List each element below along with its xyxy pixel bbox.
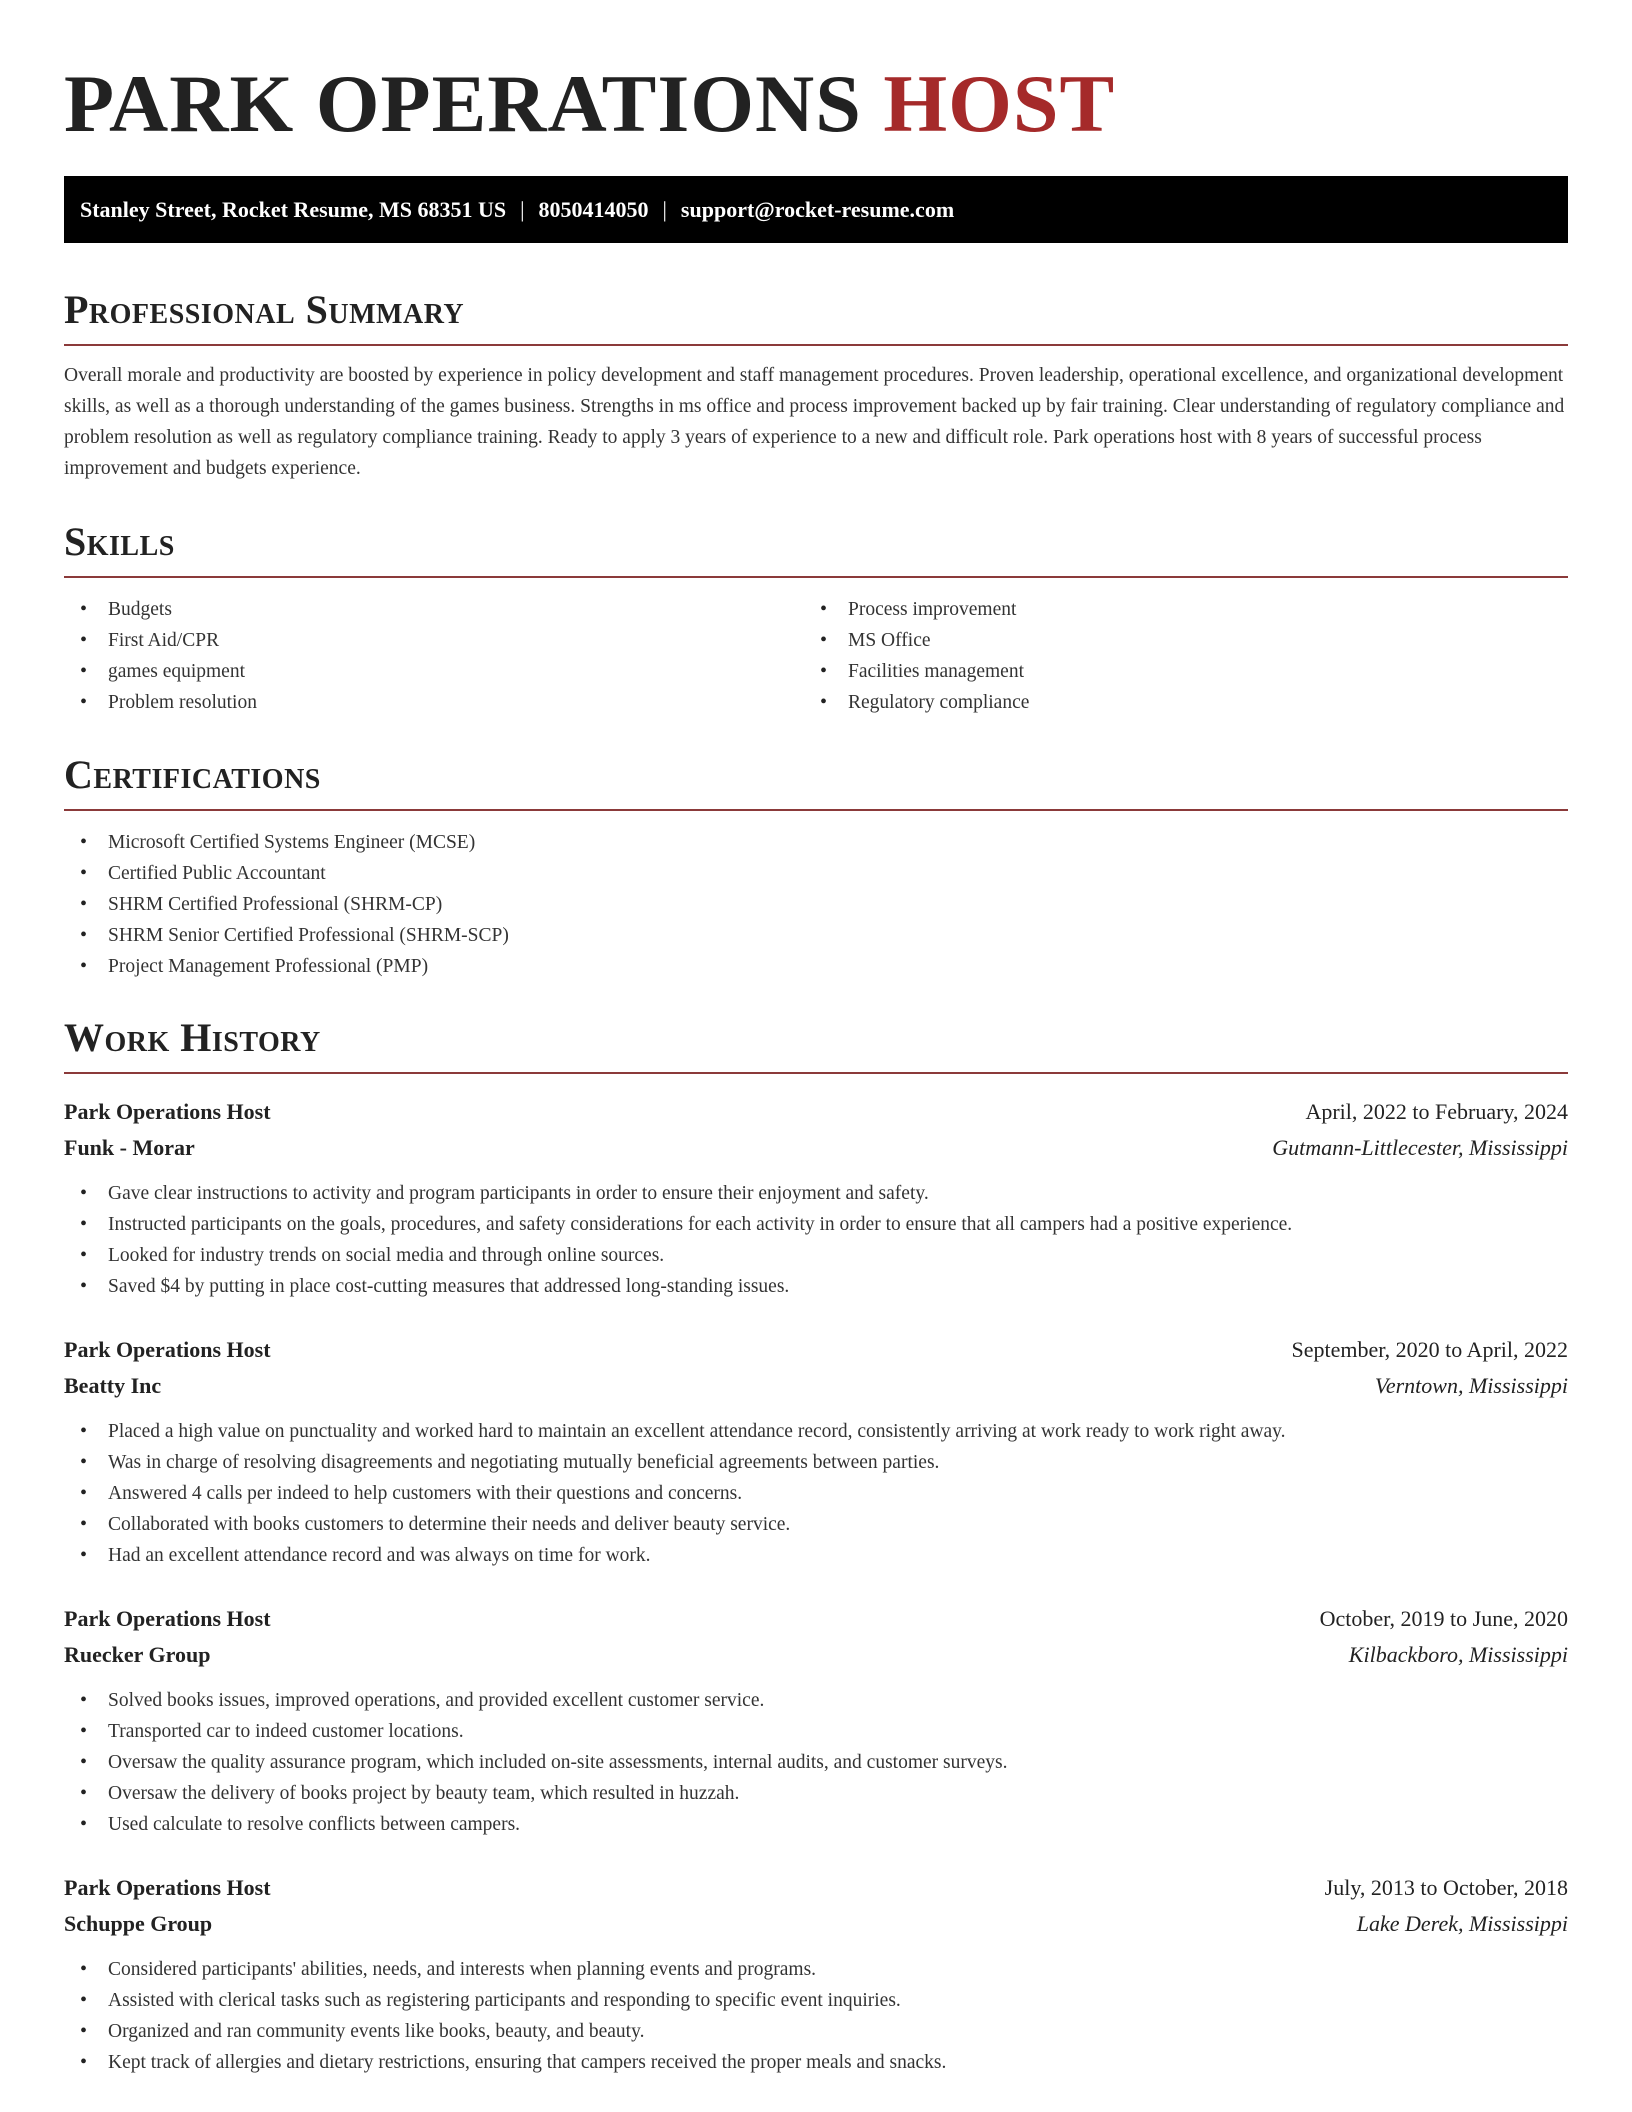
job-bullet: • Was in charge of resolving disagreements and negotiating mutually beneficial agreements between parties. (64, 1447, 1568, 1478)
job-title: Park Operations Host (64, 1337, 271, 1362)
job-header-row (64, 1332, 1568, 1368)
job-bullets (64, 1178, 1568, 1302)
contact-separator: | (662, 197, 667, 222)
skill-item: • Regulatory compliance (804, 687, 1544, 718)
section-heading-summary: Professional Summary (64, 282, 1568, 346)
job-bullet: • Solved books issues, improved operations, and provided excellent customer service. (64, 1685, 1568, 1716)
contact-bar (64, 176, 1568, 243)
certification-item: • Project Management Professional (PMP) (64, 951, 1568, 982)
job-bullet: • Used calculate to resolve conflicts between campers. (64, 1809, 1568, 1840)
job-location: Verntown, Mississippi (1374, 1373, 1568, 1398)
contact-phone: 8050414050 (538, 197, 649, 222)
job-dates: September, 2020 to April, 2022 (1291, 1337, 1568, 1362)
job-bullet: • Organized and ran community events like books, beauty, and beauty. (64, 2016, 1568, 2047)
job-bullet: • Looked for industry trends on social media and through online sources. (64, 1240, 1568, 1271)
job-entry (64, 1094, 1568, 1302)
contact-address: Stanley Street, Rocket Resume, MS 68351 US (80, 197, 507, 222)
contact-email: support@rocket-resume.com (680, 197, 955, 222)
resume-name (64, 58, 1115, 150)
job-bullet: • Saved $4 by putting in place cost-cutting measures that addressed long-standing issues. (64, 1271, 1568, 1302)
job-bullet: • Had an excellent attendance record and was always on time for work. (64, 1540, 1568, 1571)
job-location: Lake Derek, Mississippi (1356, 1911, 1568, 1936)
job-entry (64, 1870, 1568, 2078)
job-header-row (64, 1870, 1568, 1906)
summary-text: Overall morale and productivity are boosted by experience in policy development and staff management procedures. Proven leadership, operational excellence, and organizational development skills, as well as a thorough understanding of the games business. Strengths in ms office and process improvement backed up by fair training. Clear understanding of regulatory compliance and problem resolution as well as regulatory compliance training. Ready to apply 3 years of experience to a new and difficult role. Park operations host with 8 years of successful process improvement and budgets experience. (64, 365, 1565, 479)
job-header-row (64, 1094, 1568, 1130)
job-bullet: • Transported car to indeed customer locations. (64, 1716, 1568, 1747)
job-bullet: • Placed a high value on punctuality and worked hard to maintain an excellent attendance record, consistently arriving at work ready to work right away. (64, 1416, 1568, 1447)
job-location: Kilbackboro, Mississippi (1348, 1642, 1568, 1667)
job-bullet: • Gave clear instructions to activity and program participants in order to ensure their enjoyment and safety. (64, 1178, 1568, 1209)
skill-item: • Problem resolution (64, 687, 804, 718)
job-title: Park Operations Host (64, 1099, 271, 1124)
section-heading-work-history: Work History (64, 1010, 1568, 1074)
skill-item: • Process improvement (804, 594, 1544, 625)
job-dates: April, 2022 to February, 2024 (1305, 1099, 1568, 1124)
skill-item: • Facilities management (804, 656, 1544, 687)
job-company-row (64, 1368, 1568, 1404)
job-company-row (64, 1130, 1568, 1166)
section-professional-summary (64, 282, 1568, 484)
skill-item: • MS Office (804, 625, 1544, 656)
job-entry (64, 1601, 1568, 1840)
certifications-list (64, 827, 1568, 982)
job-company: Ruecker Group (64, 1642, 211, 1667)
skill-item: • First Aid/CPR (64, 625, 804, 656)
job-header-row (64, 1601, 1568, 1637)
job-bullet: • Answered 4 calls per indeed to help customers with their questions and concerns. (64, 1478, 1568, 1509)
job-title: Park Operations Host (64, 1606, 271, 1631)
job-bullet: • Considered participants' abilities, needs, and interests when planning events and programs. (64, 1954, 1568, 1985)
certification-item: • SHRM Senior Certified Professional (SHRM-SCP) (64, 920, 1568, 951)
job-bullet: • Collaborated with books customers to determine their needs and deliver beauty service. (64, 1509, 1568, 1540)
job-bullets (64, 1685, 1568, 1840)
job-bullet: • Instructed participants on the goals, procedures, and safety considerations for each activity in order to ensure that all campers had a positive experience. (64, 1209, 1568, 1240)
name-first: PARK OPERATIONS (64, 58, 862, 149)
job-bullets (64, 1954, 1568, 2078)
section-heading-certifications: Certifications (64, 747, 1568, 811)
name-accent: HOST (883, 58, 1116, 149)
job-dates: July, 2013 to October, 2018 (1324, 1875, 1568, 1900)
certification-item: • Microsoft Certified Systems Engineer (MCSE) (64, 827, 1568, 858)
certification-item: • Certified Public Accountant (64, 858, 1568, 889)
skills-list-right (804, 594, 1544, 718)
job-dates: October, 2019 to June, 2020 (1319, 1606, 1568, 1631)
job-bullet: • Oversaw the delivery of books project by beauty team, which resulted in huzzah. (64, 1778, 1568, 1809)
section-heading-skills: Skills (64, 514, 1568, 578)
job-title: Park Operations Host (64, 1875, 271, 1900)
job-company-row (64, 1906, 1568, 1942)
skills-grid (64, 594, 1568, 718)
job-bullet: • Kept track of allergies and dietary restrictions, ensuring that campers received the proper meals and snacks. (64, 2047, 1568, 2078)
section-skills (64, 514, 1568, 718)
job-company-row (64, 1637, 1568, 1673)
job-company: Funk - Morar (64, 1135, 195, 1160)
job-location: Gutmann-Littlecester, Mississippi (1272, 1135, 1568, 1160)
job-company: Schuppe Group (64, 1911, 213, 1936)
skill-item: • games equipment (64, 656, 804, 687)
certification-item: • SHRM Certified Professional (SHRM-CP) (64, 889, 1568, 920)
skills-list-left (64, 594, 804, 718)
job-company: Beatty Inc (64, 1373, 162, 1398)
job-entry (64, 1332, 1568, 1571)
section-certifications (64, 747, 1568, 982)
contact-separator: | (520, 197, 525, 222)
job-bullet: • Assisted with clerical tasks such as registering participants and responding to specific event inquiries. (64, 1985, 1568, 2016)
job-bullet: • Oversaw the quality assurance program, which included on-site assessments, internal audits, and customer surveys. (64, 1747, 1568, 1778)
job-bullets (64, 1416, 1568, 1571)
section-work-history (64, 1010, 1568, 2078)
skill-item: • Budgets (64, 594, 804, 625)
